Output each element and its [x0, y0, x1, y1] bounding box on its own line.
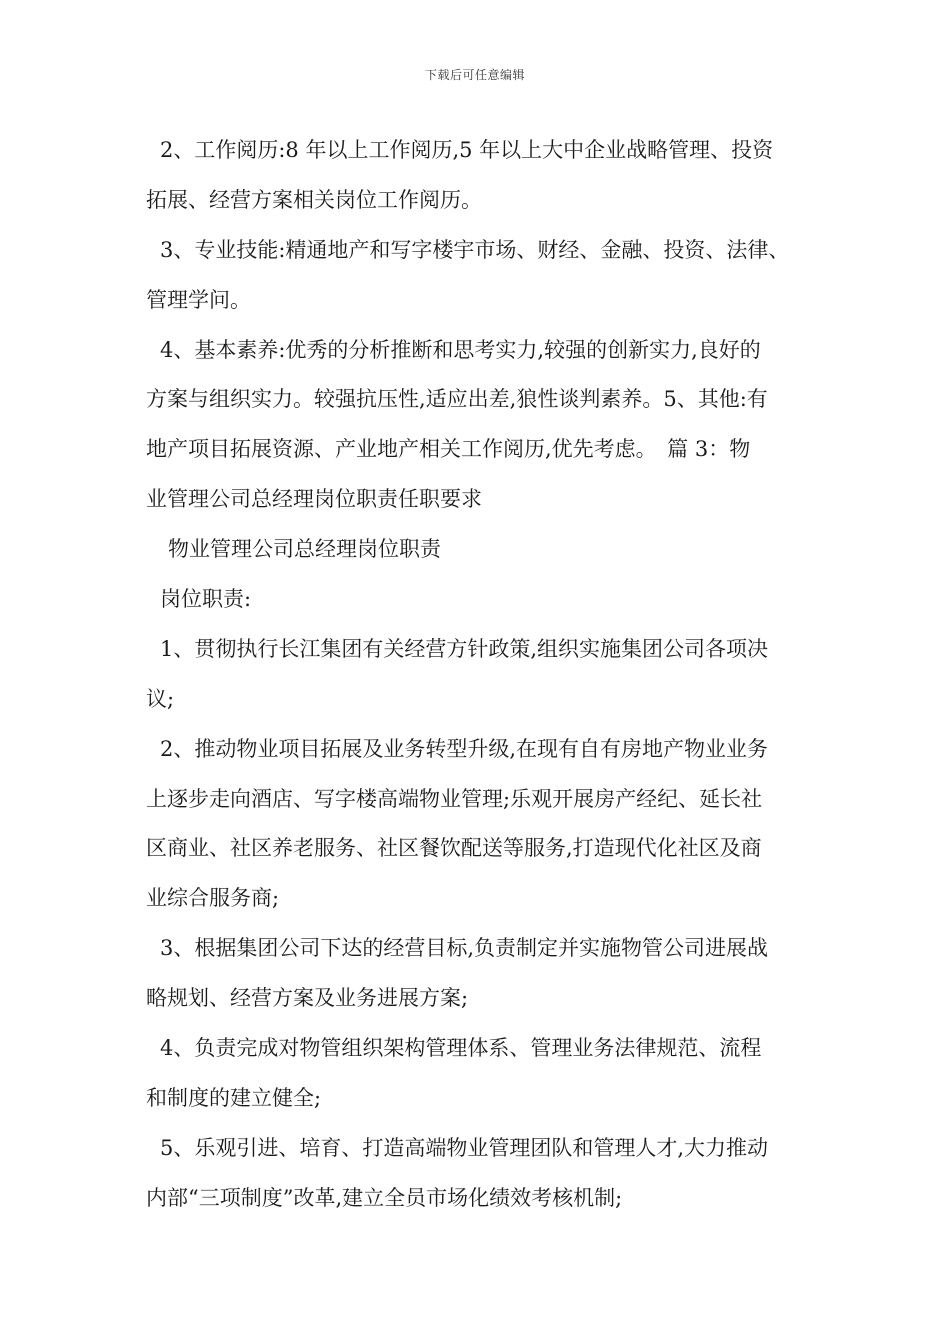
text-line: 3、专业技能:精通地产和写字楼宇市场、财经、金融、投资、法律、 [160, 237, 790, 262]
text-line: 1、贯彻执行长江集团有关经营方针政策,组织实施集团公司各项决 [160, 636, 769, 661]
text-line: 方案与组织实力。较强抗压性,适应出差,狼性谈判素养。5、其他:有 [146, 387, 768, 412]
text-line: 2、工作阅历:8 年以上工作阅历,5 年以上大中企业战略管理、投资 [160, 138, 774, 162]
text-line: 和制度的建立健全; [146, 1085, 322, 1110]
section-heading: 物业管理公司总经理岗位职责 [168, 537, 441, 562]
text-line: 上逐步走向酒店、写字楼高端物业管理;乐观开展房产经纪、延长社 [146, 786, 763, 811]
text-line: 议; [146, 686, 175, 711]
text-line: 管理学问。 [146, 287, 251, 312]
text-line: 业管理公司总经理岗位职责任职要求 [146, 487, 482, 512]
text-line: 4、负责完成对物管组织架构管理体系、管理业务法律规范、流程 [160, 1036, 762, 1061]
section-subheading: 岗位职责: [160, 587, 252, 612]
text-line: 5、乐观引进、培育、打造高端物业管理团队和管理人才,大力推动 [160, 1135, 769, 1160]
text-line: 拓展、经营方案相关岗位工作阅历。 [146, 187, 482, 212]
text-line: 内部“三项制度”改革,建立全员市场化绩效考核机制; [146, 1185, 623, 1210]
document-body [146, 126, 822, 1224]
text-line: 业综合服务商; [146, 886, 280, 911]
text-line: 3、根据集团公司下达的经营目标,负责制定并实施物管公司进展战 [160, 936, 769, 961]
text-line: 4、基本素养:优秀的分析推断和思考实力,较强的创新实力,良好的 [160, 337, 761, 362]
page-header: 下载后可任意编辑 [424, 68, 525, 82]
text-line: 2、推动物业项目拓展及业务转型升级,在现有自有房地产物业业务 [160, 736, 769, 761]
text-line: 区商业、社区养老服务、社区餐饮配送等服务,打造现代化社区及商 [146, 836, 762, 861]
text-line: 地产项目拓展资源、产业地产相关工作阅历,优先考虑。 篇 3：物 [146, 437, 751, 462]
text-line: 略规划、经营方案及业务进展方案; [146, 986, 469, 1011]
